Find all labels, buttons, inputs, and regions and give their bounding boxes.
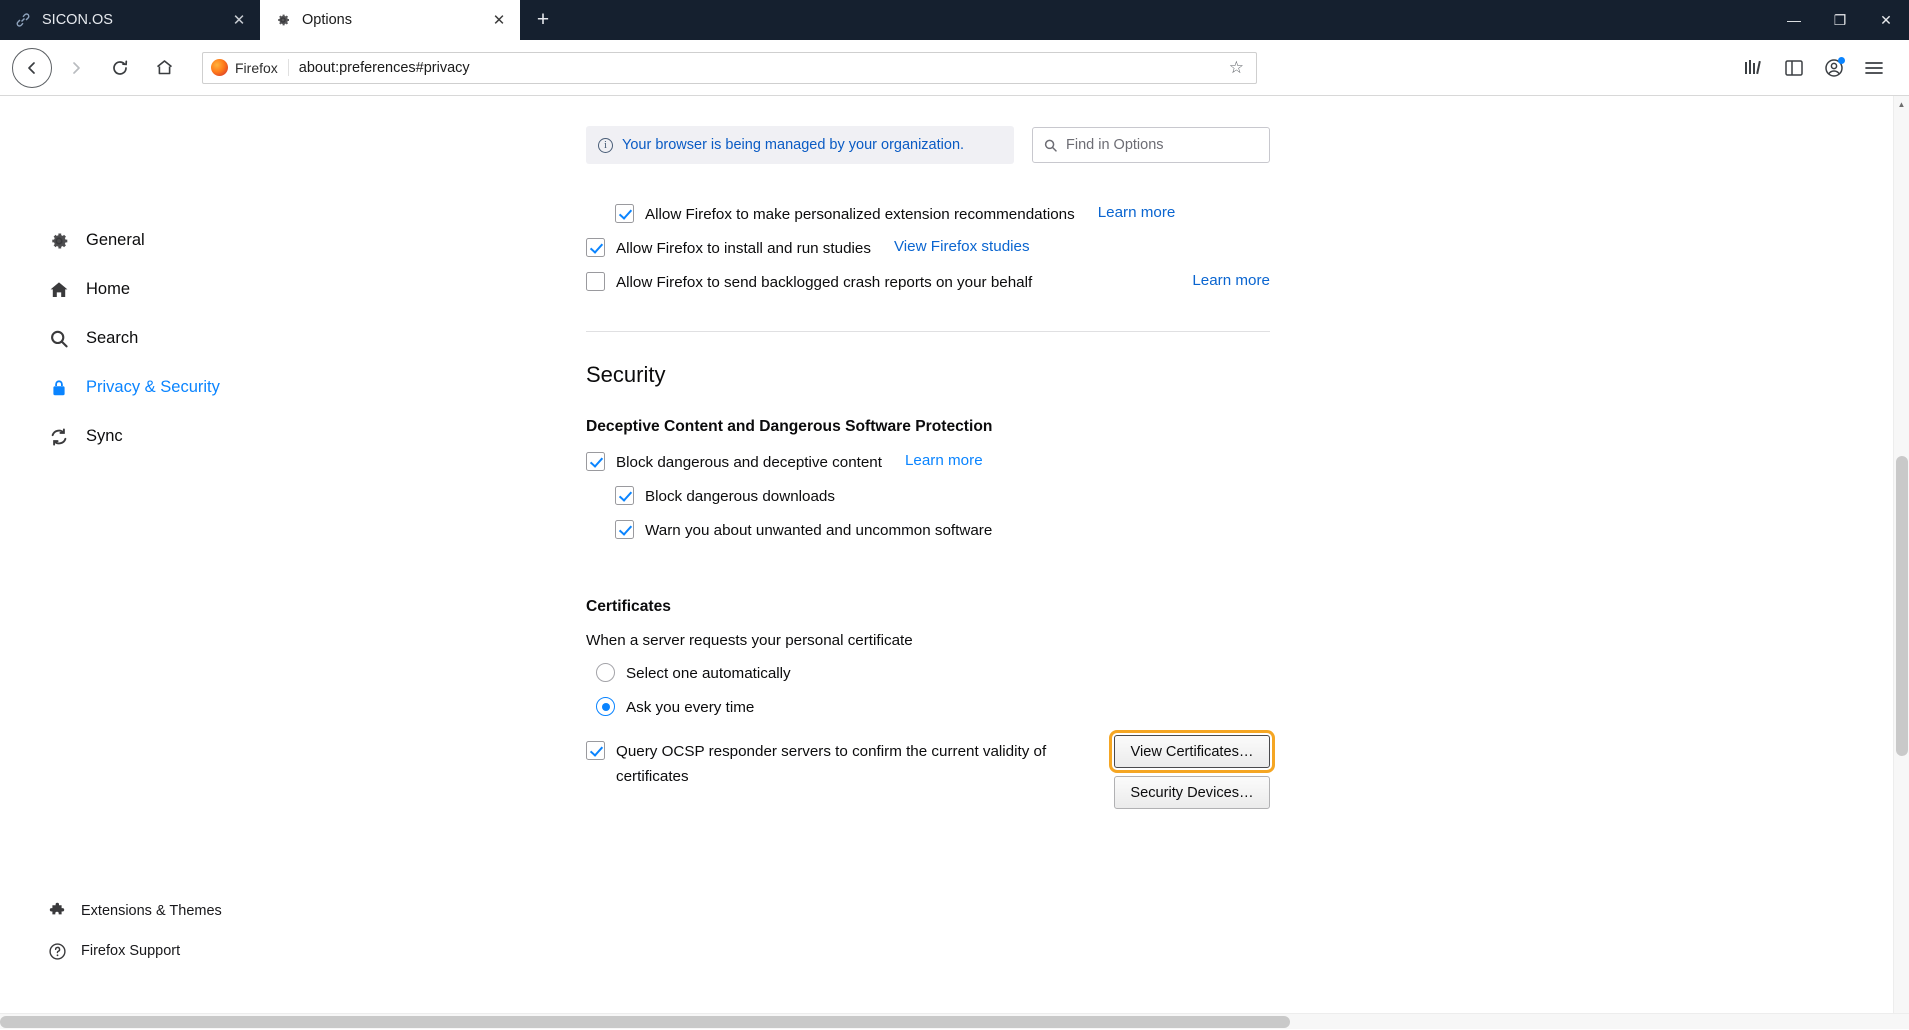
url-input[interactable]: about:preferences#privacy [298,59,470,76]
view-firefox-studies-link[interactable]: View Firefox studies [893,238,1030,255]
magnifier-icon [1043,138,1058,153]
info-icon: i [598,138,613,153]
certificates-button-column [1114,735,1270,817]
title-bar [0,0,1909,40]
learn-more-link-extension-recommendations[interactable]: Learn more [1097,204,1176,221]
toolbar-right-group [1735,49,1897,87]
option-label: Block dangerous downloads [645,488,835,505]
sidebar-item-extensions-themes[interactable] [0,891,310,931]
option-row-query-ocsp [586,738,1106,789]
link-icon [14,11,32,29]
option-label: Allow Firefox to install and run studies [616,240,871,257]
gear-icon [48,230,70,252]
puzzle-icon [48,902,67,921]
certificates-options [586,663,1909,801]
sidebar-item-firefox-support[interactable] [0,931,310,971]
certificates-prompt: When a server requests your personal certificate [586,632,913,649]
managed-by-organization-notice [586,126,1014,164]
checkbox-query-ocsp-responder[interactable] [586,741,605,760]
view-certificates-button[interactable]: View Certificates… [1114,735,1270,768]
option-label: Ask you every time [626,699,755,716]
checkbox-warn-unwanted-uncommon-software[interactable] [615,520,634,539]
option-label: Query OCSP responder servers to confirm the current validity of certificates [616,743,1047,785]
sidebar-item-label: Search [86,329,139,347]
home-button[interactable] [144,48,184,88]
sidebar-item-label: Home [86,280,131,298]
radio-row-ask-you-every-time [596,697,1909,718]
learn-more-link-crash-reports[interactable]: Learn more [1192,272,1270,289]
tab-title: SICON.OS [42,12,113,28]
top-row [586,126,1909,164]
close-icon[interactable]: ✕ [232,12,246,29]
security-devices-button[interactable]: Security Devices… [1114,776,1270,809]
sidebar-item-label: General [86,231,145,249]
close-window-button[interactable]: ✕ [1880,11,1892,28]
account-icon[interactable] [1815,49,1853,87]
firefox-logo-icon [211,59,228,76]
search-placeholder: Find in Options [1066,137,1164,153]
sync-icon [48,426,70,448]
tab-title: Options [302,12,352,28]
bookmark-star-icon[interactable]: ☆ [1228,57,1244,77]
option-label: Allow Firefox to make personalized extension recommendations [645,206,1075,223]
horizontal-scrollbar[interactable] [0,1013,1909,1029]
security-section [586,362,1909,801]
scroll-up-arrow-icon[interactable]: ▲ [1897,99,1906,109]
section-divider [586,331,1270,332]
option-row-block-dangerous-downloads [615,486,1909,507]
certificates-heading: Certificates [586,598,671,615]
gear-icon [274,11,292,29]
restore-button[interactable]: ❐ [1833,11,1847,28]
deceptive-content-heading: Deceptive Content and Dangerous Software Protection [586,418,993,435]
checkbox-extension-recommendations[interactable] [615,204,634,223]
identity-label: Firefox [235,59,278,76]
checkbox-block-dangerous-downloads[interactable] [615,486,634,505]
option-label: Block dangerous and deceptive content [616,454,882,471]
sidebar-item-privacy-security[interactable] [0,363,310,412]
navigation-toolbar [0,40,1909,96]
minimize-button[interactable]: — [1787,12,1801,28]
sidebar-footer-label: Firefox Support [81,943,181,959]
managed-notice-text: Your browser is being managed by your organization. [622,137,965,153]
security-heading: Security [586,362,666,387]
vertical-scrollbar[interactable] [1893,96,1909,1029]
sidebar-item-label: Sync [86,427,123,445]
url-bar[interactable] [202,52,1257,84]
sidebar-footer [0,891,310,971]
sidebar-footer-label: Extensions & Themes [81,903,222,919]
radio-select-one-automatically[interactable] [596,663,615,682]
option-row-warn-unwanted-software [615,520,1909,541]
account-notification-badge [1838,57,1845,64]
preferences-sidebar [0,96,310,1029]
reload-button[interactable] [100,48,140,88]
sidebar-item-search[interactable] [0,314,310,363]
option-label: Warn you about unwanted and uncommon software [645,522,993,539]
window-controls [1771,0,1909,40]
checkbox-block-dangerous-deceptive-content[interactable] [586,452,605,471]
sidebar-item-sync[interactable] [0,412,310,461]
data-collection-options [586,204,1909,293]
option-row-install-run-studies [586,238,1909,259]
radio-row-select-one-automatically [596,663,1909,684]
browser-tab-sicon-os[interactable] [0,0,260,40]
sidebar-item-label: Privacy & Security [86,378,220,396]
back-button[interactable] [12,48,52,88]
option-row-backlogged-crash-reports [586,272,1270,293]
identity-box[interactable] [211,59,289,76]
magnifier-icon [48,328,70,350]
sidebar-item-general[interactable] [0,216,310,265]
preferences-page [0,96,1909,1029]
browser-tab-options[interactable] [260,0,520,40]
radio-ask-you-every-time[interactable] [596,697,615,716]
question-circle-icon [48,942,67,961]
option-row-block-dangerous-deceptive [586,452,1909,473]
horizontal-scrollbar-thumb[interactable] [0,1016,1290,1028]
search-input[interactable] [1032,127,1270,163]
option-label: Allow Firefox to send backlogged crash reports on your behalf [616,274,1033,291]
preferences-main-panel [310,96,1909,1029]
checkbox-backlogged-crash-reports[interactable] [586,272,605,291]
new-tab-button[interactable]: + [536,8,550,31]
close-icon[interactable]: ✕ [492,12,506,29]
option-row-extension-recommendations [615,204,1909,225]
library-icon[interactable] [1735,49,1773,87]
learn-more-link-deceptive-content[interactable]: Learn more [904,452,983,469]
forward-button [56,48,96,88]
sidebar-item-home[interactable] [0,265,310,314]
home-icon [48,279,70,301]
hamburger-menu-icon[interactable] [1855,49,1893,87]
lock-icon [48,377,70,399]
vertical-scrollbar-thumb[interactable] [1896,456,1908,756]
checkbox-install-run-studies[interactable] [586,238,605,257]
sidebar-icon[interactable] [1775,49,1813,87]
option-label: Select one automatically [626,665,791,682]
